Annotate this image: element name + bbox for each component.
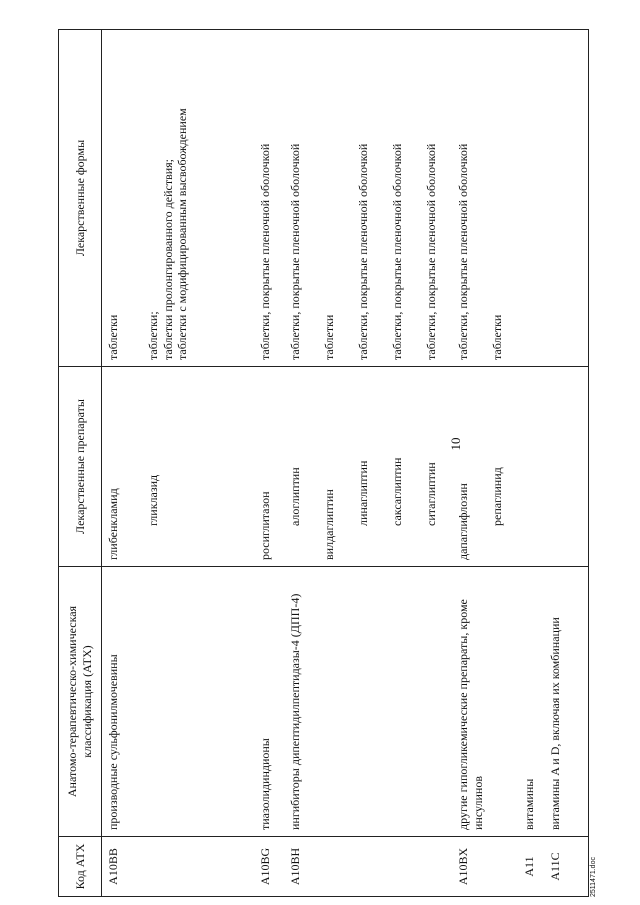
code-label: A10BG: [258, 847, 272, 886]
classification-label: витамины: [522, 778, 536, 830]
form-line: таблетки;: [146, 311, 160, 360]
code-label: A10BH: [288, 847, 302, 886]
classification-label: производные сульфонилмочевины: [106, 654, 120, 830]
drug-name: вилдаглиптин: [322, 489, 336, 560]
codes-column: [102, 837, 589, 897]
drug-name: ситаглиптин: [424, 462, 438, 526]
form-line: таблетки: [322, 314, 336, 360]
form-line: таблетки пролонгированного действия;: [160, 158, 175, 360]
forms-column: [102, 30, 589, 367]
code-label: A11C: [548, 852, 562, 881]
form-line: таблетки с модифицированным высвобождением: [175, 108, 190, 360]
form-line: таблетки, покрытые пленочной оболочкой: [390, 143, 404, 360]
form-entry: [106, 36, 146, 360]
classification-column: [102, 567, 589, 837]
classification-label: другие гипогликемические препараты, кроме инсулинов: [456, 599, 485, 830]
classification-label: ингибиторы дипептидилпептидазы-4 (ДПП-4): [288, 593, 302, 830]
form-line: таблетки, покрытые пленочной оболочкой: [424, 143, 438, 360]
form-entry: [288, 36, 322, 360]
form-line: таблетки, покрытые пленочной оболочкой: [258, 143, 272, 360]
classification-label: витамины A и D, включая их комбинации: [548, 617, 562, 830]
document-file-code: 2511471.doc: [590, 857, 597, 897]
form-line: таблетки: [490, 314, 504, 360]
drug-name: линаглиптин: [356, 460, 370, 526]
drugs-column: [102, 367, 589, 567]
form-entry: [390, 36, 424, 360]
table-header-row: [59, 30, 102, 897]
drug-name: росиглитазон: [258, 491, 272, 560]
table-body-row: [102, 30, 589, 897]
form-entry: [258, 36, 288, 360]
header-classification: Анатомо-терапевтическо-химическая классификация (АТХ): [59, 567, 102, 837]
form-entry: [356, 36, 390, 360]
form-line: таблетки, покрытые пленочной оболочкой: [456, 143, 470, 360]
form-entry: [322, 36, 356, 360]
page-number: 10: [448, 437, 463, 451]
form-entry: [456, 36, 490, 360]
form-line: таблетки, покрытые пленочной оболочкой: [288, 143, 302, 360]
form-entry: [490, 36, 522, 360]
form-entry: [424, 36, 456, 360]
code-label: A10BX: [456, 847, 470, 886]
form-entry: [146, 36, 258, 360]
classification-label: тиазолидиндионы: [258, 738, 272, 830]
drug-name: дапаглифлозин: [456, 483, 470, 560]
drug-table: [58, 29, 589, 897]
header-forms: Лекарственные формы: [59, 30, 102, 367]
drug-name: саксаглиптин: [390, 457, 404, 526]
header-drugs: Лекарственные препараты: [59, 367, 102, 567]
drug-name: алоглиптин: [288, 467, 302, 526]
drug-name: глибенкламид: [106, 488, 120, 560]
form-line: таблетки, покрытые пленочной оболочкой: [356, 143, 370, 360]
code-label: A11: [522, 856, 536, 877]
code-label: A10BB: [106, 848, 120, 885]
form-line: таблетки: [106, 314, 120, 360]
header-code: Код АТХ: [59, 837, 102, 897]
drug-name: гликлазид: [146, 474, 160, 526]
drug-name: репаглинид: [490, 467, 504, 526]
